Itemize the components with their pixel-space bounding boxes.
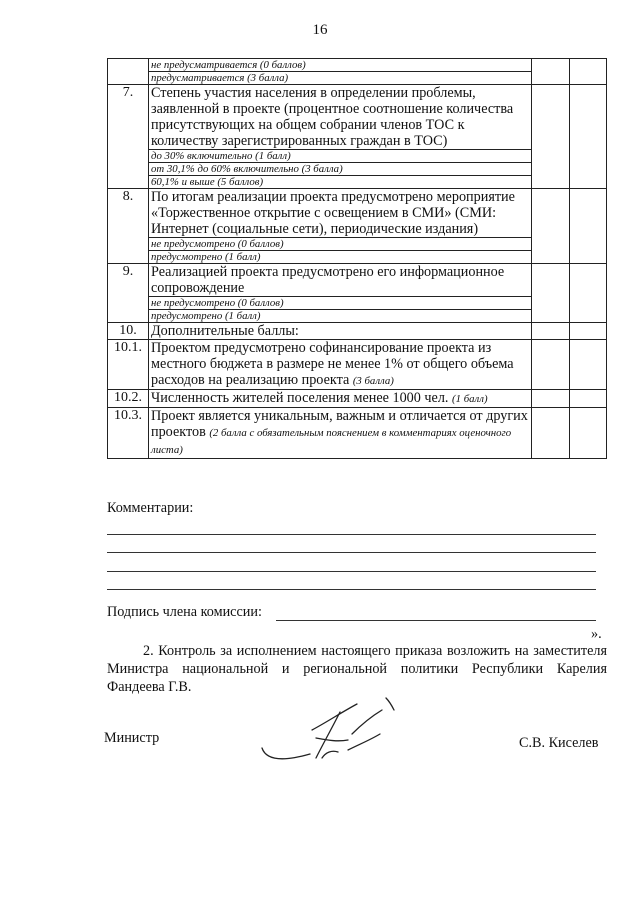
comment-cell	[570, 408, 607, 459]
criterion-text	[149, 408, 531, 458]
comment-cell	[570, 390, 607, 408]
signer-name: С.В. Киселев	[519, 735, 599, 751]
score-note: (1 балл)	[452, 393, 488, 405]
comment-line	[107, 589, 596, 590]
criterion-text: Реализацией проекта предусмотрено его информационное сопровождение	[151, 264, 505, 296]
criterion-main: Проектом предусмотрено софинансирование проекта из местного бюджета в размере не менее 1% от общего объема расходов на реализацию проекта	[151, 340, 514, 388]
row-number: 10.3.	[108, 408, 149, 459]
criterion-cell	[149, 323, 532, 340]
criteria-table	[107, 58, 607, 459]
order-paragraph: 2. Контроль за исполнением настоящего приказа возложить на заместителя Министра национальной и региональной политики Республики Карелия Фандеева Г.В.	[107, 643, 607, 695]
comment-line	[107, 571, 596, 572]
score-cell	[532, 323, 570, 340]
table-row	[108, 85, 607, 189]
criterion-cell	[149, 189, 532, 264]
criterion-cell	[149, 408, 532, 459]
score-cell	[532, 340, 570, 390]
criterion-main: Проект является уникальным, важным и отличается от других проектов	[151, 408, 528, 440]
score-option: до 30% включительно (1 балл)	[149, 149, 531, 162]
row-number	[108, 59, 149, 85]
signer-title: Министр	[104, 730, 160, 746]
score-option: предусматривается (3 балла)	[149, 71, 531, 84]
score-option: не предусмотрено (0 баллов)	[149, 237, 531, 250]
score-cell	[532, 85, 570, 189]
criterion-cell	[149, 85, 532, 189]
score-cell	[532, 408, 570, 459]
table-row	[108, 340, 607, 390]
table-row	[108, 189, 607, 264]
score-option: не предусмотрено (0 баллов)	[149, 296, 531, 309]
criterion-main: Численность жителей поселения менее 1000 чел.	[151, 390, 449, 406]
score-note: (2 балла с обязательным пояснением в комментариях оценочного листа)	[151, 427, 512, 456]
score-option: не предусматривается (0 баллов)	[151, 59, 306, 71]
score-option: 60,1% и выше (5 баллов)	[149, 175, 531, 188]
row-number: 10.2.	[108, 390, 149, 408]
comment-line	[107, 534, 596, 535]
score-cell	[532, 390, 570, 408]
criterion-cell	[149, 390, 532, 408]
comment-line	[107, 552, 596, 553]
table-row	[108, 390, 607, 408]
criterion-text: По итогам реализации проекта предусмотрено мероприятие «Торжественное открытие с освещением в СМИ» (СМИ: Интернет (социальные сети), периодические издания)	[151, 189, 515, 237]
criterion-text: Дополнительные баллы:	[151, 323, 299, 339]
score-option: предусмотрено (1 балл)	[149, 250, 531, 263]
table-row	[108, 408, 607, 459]
row-number: 8.	[108, 189, 149, 264]
quote-end: ».	[591, 626, 602, 642]
score-cell	[532, 59, 570, 85]
criterion-cell	[149, 264, 532, 323]
row-number: 7.	[108, 85, 149, 189]
score-note: (3 балла)	[352, 375, 394, 387]
row-number: 10.	[108, 323, 149, 340]
row-number: 9.	[108, 264, 149, 323]
criterion-text	[149, 340, 531, 389]
page-number: 16	[312, 22, 328, 38]
comment-cell	[570, 59, 607, 85]
table-row	[108, 323, 607, 340]
score-option: от 30,1% до 60% включительно (3 балла)	[149, 162, 531, 175]
score-option: предусмотрено (1 балл)	[149, 309, 531, 322]
comment-cell	[570, 85, 607, 189]
comment-cell	[570, 340, 607, 390]
table-row	[108, 264, 607, 323]
comment-cell	[570, 264, 607, 323]
criterion-cell	[149, 59, 532, 85]
criterion-text: Степень участия населения в определении проблемы, заявленной в проекте (процентное соотношение количества присутствующих на общем собрании членов ТОС к количеству зарегистрированных граждан в ТОС)	[151, 85, 514, 149]
comment-cell	[570, 189, 607, 264]
signature-label: Подпись члена комиссии:	[107, 604, 262, 620]
score-cell	[532, 264, 570, 323]
criterion-cell	[149, 340, 532, 390]
comments-label: Комментарии:	[107, 500, 194, 516]
score-cell	[532, 189, 570, 264]
comment-cell	[570, 323, 607, 340]
criterion-text	[149, 390, 531, 407]
signature-line	[276, 620, 596, 621]
row-number: 10.1.	[108, 340, 149, 390]
signature-image	[252, 690, 422, 780]
table-row	[108, 59, 607, 85]
